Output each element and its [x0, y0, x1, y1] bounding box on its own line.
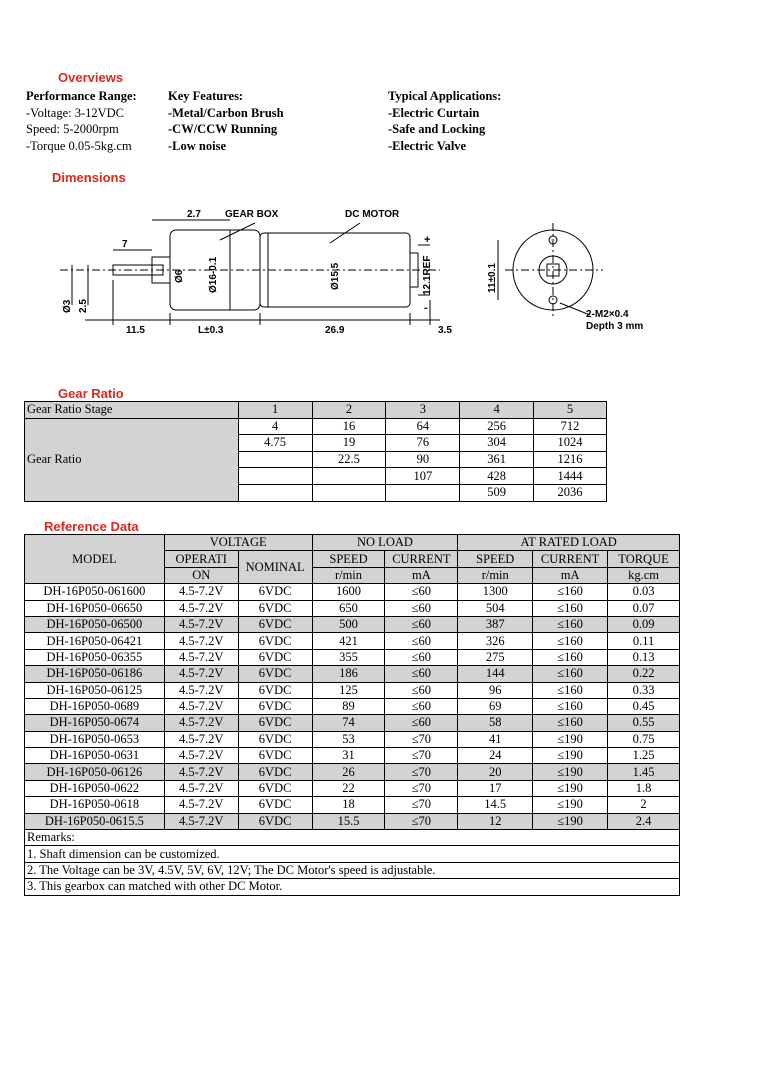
operation-cell: 4.5-7.2V [164, 584, 238, 600]
ratio-cell: 4.75 [238, 435, 312, 452]
reference-data-table [24, 534, 680, 896]
operation-cell: 4.5-7.2V [164, 797, 238, 813]
speed-cell: 89 [312, 698, 385, 714]
ratio-cell: 428 [460, 468, 534, 485]
rated-speed-cell: 24 [458, 748, 533, 764]
ratio-cell: 16 [312, 418, 386, 435]
speed-cell: 500 [312, 616, 385, 632]
feature-item: -Metal/Carbon Brush [168, 105, 284, 120]
ratio-cell [386, 484, 460, 501]
feature-item: -CW/CCW Running [168, 122, 278, 136]
dim-11-5: 11.5 [126, 325, 145, 336]
nominal-cell: 6VDC [238, 780, 312, 796]
gear-stage-label: Gear Ratio Stage [25, 402, 239, 419]
remark-item: 3. This gearbox can matched with other DC Motor. [25, 879, 680, 895]
rated-current-cell: ≤160 [533, 715, 608, 731]
current-cell: ≤60 [385, 666, 458, 682]
stage-cell: 3 [386, 402, 460, 419]
rated-speed-cell: 1300 [458, 584, 533, 600]
operation-cell: 4.5-7.2V [164, 764, 238, 780]
performance-item: -Voltage: 3-12VDC [26, 105, 125, 120]
gear-ratio-table [24, 401, 607, 502]
overviews-title: Overviews [58, 70, 124, 85]
speed-cell: 31 [312, 748, 385, 764]
remarks-row [25, 846, 680, 862]
table-row [25, 715, 680, 731]
rated-current-cell: ≤190 [533, 797, 608, 813]
model-cell: DH-16P050-06650 [25, 600, 165, 616]
model-cell: DH-16P050-06421 [25, 633, 165, 649]
nominal-cell: 6VDC [238, 633, 312, 649]
rated-current-cell: ≤160 [533, 633, 608, 649]
nominal-cell: 6VDC [238, 698, 312, 714]
table-row [25, 813, 680, 829]
applications-heading: Typical Applications: [388, 89, 502, 103]
table-row [25, 666, 680, 682]
typical-applications [388, 88, 501, 154]
gear-ratio-title: Gear Ratio [58, 386, 124, 401]
ratio-cell: 64 [386, 418, 460, 435]
table-row [25, 418, 607, 435]
dimension-drawing [0, 195, 700, 345]
model-header: MODEL [25, 535, 165, 584]
torque-cell: 0.11 [608, 633, 680, 649]
model-cell: DH-16P050-0653 [25, 731, 165, 747]
nominal-cell: 6VDC [238, 797, 312, 813]
voltage-header: VOLTAGE [164, 535, 312, 551]
remark-item: 1. Shaft dimension can be customized. [25, 846, 680, 862]
stage-cell: 2 [312, 402, 386, 419]
speed-cell: 74 [312, 715, 385, 731]
speed-header: SPEED [312, 551, 385, 567]
dim-2-7: 2.7 [187, 209, 201, 220]
terminal-minus: - [424, 302, 428, 314]
operation-cell: 4.5-7.2V [164, 780, 238, 796]
nominal-cell: 6VDC [238, 584, 312, 600]
rated-current-cell: ≤190 [533, 731, 608, 747]
nominal-header: NOMINAL [238, 551, 312, 584]
ratio-cell: 4 [238, 418, 312, 435]
torque-cell: 2 [608, 797, 680, 813]
speed-cell: 125 [312, 682, 385, 698]
dim-m2: 2-M2×0.4 [586, 309, 629, 320]
rated-speed-cell: 326 [458, 633, 533, 649]
reference-data-title: Reference Data [44, 519, 139, 534]
dc-motor-label: DC MOTOR [345, 209, 400, 220]
speed-header: SPEED [458, 551, 533, 567]
torque-cell: 0.03 [608, 584, 680, 600]
model-cell: DH-16P050-0689 [25, 698, 165, 714]
unit-cell: kg.cm [608, 567, 680, 583]
rated-speed-cell: 96 [458, 682, 533, 698]
rated-speed-cell: 275 [458, 649, 533, 665]
model-cell: DH-16P050-06126 [25, 764, 165, 780]
application-item: -Safe and Locking [388, 122, 486, 136]
current-cell: ≤70 [385, 797, 458, 813]
remarks-row [25, 830, 680, 846]
current-header: CURRENT [533, 551, 608, 567]
speed-cell: 1600 [312, 584, 385, 600]
ratio-cell: 1444 [534, 468, 607, 485]
rated-speed-cell: 12 [458, 813, 533, 829]
speed-cell: 26 [312, 764, 385, 780]
rated-speed-cell: 17 [458, 780, 533, 796]
application-item: -Electric Valve [388, 138, 467, 153]
operation-cell: 4.5-7.2V [164, 731, 238, 747]
nominal-cell: 6VDC [238, 666, 312, 682]
torque-cell: 0.09 [608, 616, 680, 632]
torque-cell: 0.75 [608, 731, 680, 747]
operation-cell: 4.5-7.2V [164, 666, 238, 682]
dim-d3: Ø3 [62, 299, 73, 313]
dim-12-1: 12.1REF [422, 255, 433, 295]
torque-cell: 2.4 [608, 813, 680, 829]
dim-l: L±0.3 [198, 325, 224, 336]
application-item: -Electric Curtain [388, 105, 480, 120]
dim-d6: Ø6 [174, 269, 185, 283]
nominal-cell: 6VDC [238, 813, 312, 829]
remark-item: 2. The Voltage can be 3V, 4.5V, 5V, 6V, 12V; The DC Motor's speed is adjustable. [25, 862, 680, 878]
nominal-cell: 6VDC [238, 682, 312, 698]
table-row [25, 616, 680, 632]
operation-cell: 4.5-7.2V [164, 649, 238, 665]
header-row [25, 535, 680, 551]
operation-cell: 4.5-7.2V [164, 813, 238, 829]
speed-cell: 186 [312, 666, 385, 682]
performance-item: -Torque 0.05-5kg.cm [26, 138, 132, 153]
current-cell: ≤60 [385, 616, 458, 632]
gear-box-label: GEAR BOX [225, 209, 279, 220]
nominal-cell: 6VDC [238, 600, 312, 616]
rated-speed-cell: 20 [458, 764, 533, 780]
ratio-cell: 712 [534, 418, 607, 435]
table-row [25, 633, 680, 649]
ratio-cell [238, 451, 312, 468]
model-cell: DH-16P050-0622 [25, 780, 165, 796]
rated-current-cell: ≤160 [533, 600, 608, 616]
terminal-plus: + [424, 234, 431, 246]
performance-range [26, 88, 137, 154]
table-row [25, 764, 680, 780]
rated-current-cell: ≤160 [533, 698, 608, 714]
table-row [25, 780, 680, 796]
features-heading: Key Features: [168, 89, 244, 103]
operation-header: OPERATI [164, 551, 238, 567]
model-cell: DH-16P050-061600 [25, 584, 165, 600]
speed-cell: 355 [312, 649, 385, 665]
current-cell: ≤60 [385, 633, 458, 649]
dim-d15-5: Ø15.5 [330, 262, 341, 290]
unit-cell: r/min [312, 567, 385, 583]
ratio-cell: 509 [460, 484, 534, 501]
table-row [25, 797, 680, 813]
ratio-cell [238, 468, 312, 485]
rated-speed-cell: 14.5 [458, 797, 533, 813]
stage-cell: 1 [238, 402, 312, 419]
operation-cell: 4.5-7.2V [164, 698, 238, 714]
torque-cell: 1.25 [608, 748, 680, 764]
remarks-heading: Remarks: [25, 830, 680, 846]
nominal-cell: 6VDC [238, 616, 312, 632]
rated-load-header: AT RATED LOAD [458, 535, 680, 551]
torque-cell: 0.22 [608, 666, 680, 682]
rated-speed-cell: 69 [458, 698, 533, 714]
rated-speed-cell: 58 [458, 715, 533, 731]
rated-speed-cell: 387 [458, 616, 533, 632]
feature-item: -Low noise [168, 138, 226, 153]
rated-current-cell: ≤190 [533, 748, 608, 764]
dim-26-9: 26.9 [325, 325, 345, 336]
operation-cell: 4.5-7.2V [164, 682, 238, 698]
stage-cell: 4 [460, 402, 534, 419]
model-cell: DH-16P050-0674 [25, 715, 165, 731]
speed-cell: 15.5 [312, 813, 385, 829]
unit-cell: mA [533, 567, 608, 583]
ratio-cell: 107 [386, 468, 460, 485]
model-cell: DH-16P050-06500 [25, 616, 165, 632]
current-cell: ≤60 [385, 698, 458, 714]
remarks-row [25, 879, 680, 895]
rated-current-cell: ≤190 [533, 813, 608, 829]
operation-cell: 4.5-7.2V [164, 748, 238, 764]
torque-cell: 0.33 [608, 682, 680, 698]
ratio-cell: 2036 [534, 484, 607, 501]
rated-current-cell: ≤160 [533, 666, 608, 682]
current-cell: ≤60 [385, 600, 458, 616]
table-row [25, 682, 680, 698]
torque-cell: 0.13 [608, 649, 680, 665]
nominal-cell: 6VDC [238, 748, 312, 764]
speed-cell: 650 [312, 600, 385, 616]
table-row [25, 584, 680, 600]
nominal-cell: 6VDC [238, 731, 312, 747]
table-row [25, 600, 680, 616]
dim-depth: Depth 3 mm [586, 321, 644, 332]
rated-speed-cell: 144 [458, 666, 533, 682]
speed-cell: 421 [312, 633, 385, 649]
ratio-cell [312, 484, 386, 501]
operation-cell: 4.5-7.2V [164, 600, 238, 616]
model-cell: DH-16P050-0631 [25, 748, 165, 764]
dim-d16: Ø16-0.1 [208, 256, 219, 293]
torque-header: TORQUE [608, 551, 680, 567]
rated-speed-cell: 41 [458, 731, 533, 747]
current-cell: ≤60 [385, 715, 458, 731]
ratio-cell: 361 [460, 451, 534, 468]
table-row [25, 698, 680, 714]
performance-heading: Performance Range: [26, 89, 137, 103]
dim-3-5: 3.5 [438, 325, 452, 336]
model-cell: DH-16P050-0615.5 [25, 813, 165, 829]
unit-cell: r/min [458, 567, 533, 583]
rated-current-cell: ≤160 [533, 616, 608, 632]
operation-cell: 4.5-7.2V [164, 616, 238, 632]
remarks-row [25, 862, 680, 878]
operation-header-cont: ON [164, 567, 238, 583]
speed-cell: 22 [312, 780, 385, 796]
torque-cell: 0.45 [608, 698, 680, 714]
ratio-cell: 256 [460, 418, 534, 435]
nominal-cell: 6VDC [238, 715, 312, 731]
no-load-header: NO LOAD [312, 535, 458, 551]
current-cell: ≤60 [385, 682, 458, 698]
table-row [25, 649, 680, 665]
key-features [168, 88, 284, 154]
rated-current-cell: ≤160 [533, 649, 608, 665]
torque-cell: 1.45 [608, 764, 680, 780]
ratio-cell: 1216 [534, 451, 607, 468]
rated-current-cell: ≤160 [533, 584, 608, 600]
current-cell: ≤70 [385, 813, 458, 829]
ratio-cell: 76 [386, 435, 460, 452]
unit-cell: mA [385, 567, 458, 583]
ratio-cell: 304 [460, 435, 534, 452]
model-cell: DH-16P050-0618 [25, 797, 165, 813]
stage-cell: 5 [534, 402, 607, 419]
nominal-cell: 6VDC [238, 649, 312, 665]
speed-cell: 18 [312, 797, 385, 813]
speed-cell: 53 [312, 731, 385, 747]
nominal-cell: 6VDC [238, 764, 312, 780]
rated-current-cell: ≤160 [533, 682, 608, 698]
ratio-cell: 19 [312, 435, 386, 452]
current-cell: ≤60 [385, 584, 458, 600]
current-header: CURRENT [385, 551, 458, 567]
current-cell: ≤70 [385, 731, 458, 747]
torque-cell: 0.55 [608, 715, 680, 731]
torque-cell: 0.07 [608, 600, 680, 616]
dim-2-5: 2.5 [78, 299, 89, 313]
gear-ratio-label: Gear Ratio [25, 418, 239, 501]
current-cell: ≤70 [385, 780, 458, 796]
current-cell: ≤60 [385, 649, 458, 665]
ratio-cell [238, 484, 312, 501]
model-cell: DH-16P050-06125 [25, 682, 165, 698]
torque-cell: 1.8 [608, 780, 680, 796]
table-row [25, 402, 607, 419]
ratio-cell: 1024 [534, 435, 607, 452]
dimensions-title: Dimensions [52, 170, 126, 185]
performance-item: Speed: 5-2000rpm [26, 122, 119, 136]
rated-speed-cell: 504 [458, 600, 533, 616]
ratio-cell: 90 [386, 451, 460, 468]
model-cell: DH-16P050-06355 [25, 649, 165, 665]
ratio-cell [312, 468, 386, 485]
rated-current-cell: ≤190 [533, 780, 608, 796]
operation-cell: 4.5-7.2V [164, 715, 238, 731]
operation-cell: 4.5-7.2V [164, 633, 238, 649]
ratio-cell: 22.5 [312, 451, 386, 468]
current-cell: ≤70 [385, 748, 458, 764]
current-cell: ≤70 [385, 764, 458, 780]
dim-7: 7 [122, 239, 128, 250]
dim-11: 11±0.1 [487, 263, 498, 293]
table-row [25, 748, 680, 764]
table-row [25, 731, 680, 747]
rated-current-cell: ≤190 [533, 764, 608, 780]
model-cell: DH-16P050-06186 [25, 666, 165, 682]
